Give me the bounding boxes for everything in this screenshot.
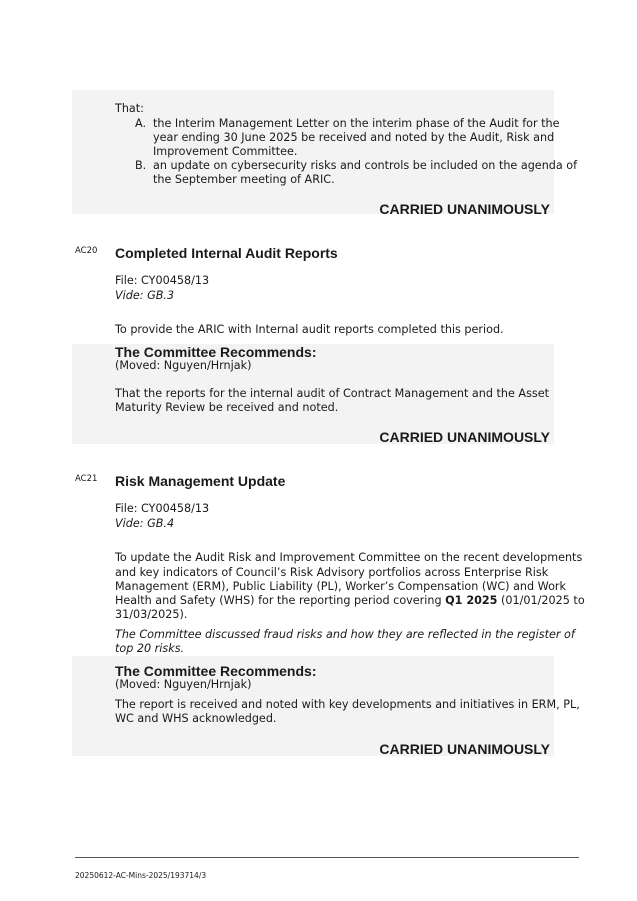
carried-top: CARRIED UNANIMOUSLY xyxy=(379,201,550,217)
vide-ac21: Vide: GB.4 xyxy=(115,517,175,530)
carried-ac21: CARRIED UNANIMOUSLY xyxy=(379,741,550,757)
discussion-ac21-line2: top 20 risks. xyxy=(115,642,185,655)
file-ref-ac21: File: CY00458/13 xyxy=(115,502,210,515)
heading-ac20: Completed Internal Audit Reports xyxy=(115,245,338,261)
reporting-period-dates: (01/01/2025 to xyxy=(497,594,585,607)
item-a-line1: the Interim Management Letter on the interim phase of the Audit for the xyxy=(153,117,560,130)
motion-that: That: xyxy=(115,102,144,115)
purpose-ac21-line1: To update the Audit Risk and Improvement Committee on the recent developments xyxy=(115,551,583,564)
file-ref-ac20: File: CY00458/13 xyxy=(115,274,210,287)
discussion-ac21-line1: The Committee discussed fraud risks and how they are reflected in the register of xyxy=(115,628,575,641)
recommends-ac20: The Committee Recommends: xyxy=(115,344,317,360)
item-b-line2: the September meeting of ARIC. xyxy=(153,173,335,186)
carried-ac20: CARRIED UNANIMOUSLY xyxy=(379,429,550,445)
resolution-ac21-line2: WC and WHS acknowledged. xyxy=(115,712,277,725)
item-a-marker: A. xyxy=(135,117,147,130)
purpose-ac21-line5: 31/03/2025). xyxy=(115,608,188,621)
item-b-line1: an update on cybersecurity risks and controls be included on the agenda of xyxy=(153,159,578,172)
reporting-period-bold: Q1 2025 xyxy=(445,594,498,607)
vide-ac20: Vide: GB.3 xyxy=(115,289,175,302)
purpose-ac21-line3: Management (ERM), Public Liability (PL), Worker’s Compensation (WC) and Work xyxy=(115,580,567,593)
item-label-ac20: AC20 xyxy=(75,246,98,256)
recommends-ac21: The Committee Recommends: xyxy=(115,663,317,679)
moved-ac20: (Moved: Nguyen/Hrnjak) xyxy=(115,359,252,372)
heading-ac21: Risk Management Update xyxy=(115,473,286,489)
footer-divider xyxy=(75,857,579,858)
footer-reference: 20250612-AC-Mins-2025/193714/3 xyxy=(75,871,207,880)
motion-shade-top xyxy=(72,90,554,214)
item-a-line3: Improvement Committee. xyxy=(153,145,298,158)
purpose-ac21-line4 xyxy=(115,594,585,609)
purpose-ac21-line2: and key indicators of Council’s Risk Advisory portfolios across Enterprise Risk xyxy=(115,566,549,579)
item-a-line2: year ending 30 June 2025 be received and noted by the Audit, Risk and xyxy=(153,131,555,144)
item-b-marker: B. xyxy=(135,159,147,172)
purpose-ac21-line4-text: Health and Safety (WHS) for the reporting period covering xyxy=(115,594,446,607)
resolution-ac21-line1: The report is received and noted with key developments and initiatives in ERM, PL, xyxy=(115,698,580,711)
item-label-ac21: AC21 xyxy=(75,474,98,484)
resolution-ac20-line2: Maturity Review be received and noted. xyxy=(115,401,339,414)
purpose-ac20: To provide the ARIC with Internal audit reports completed this period. xyxy=(115,323,504,336)
moved-ac21: (Moved: Nguyen/Hrnjak) xyxy=(115,678,252,691)
resolution-ac20-line1: That the reports for the internal audit of Contract Management and the Asset xyxy=(115,387,550,400)
